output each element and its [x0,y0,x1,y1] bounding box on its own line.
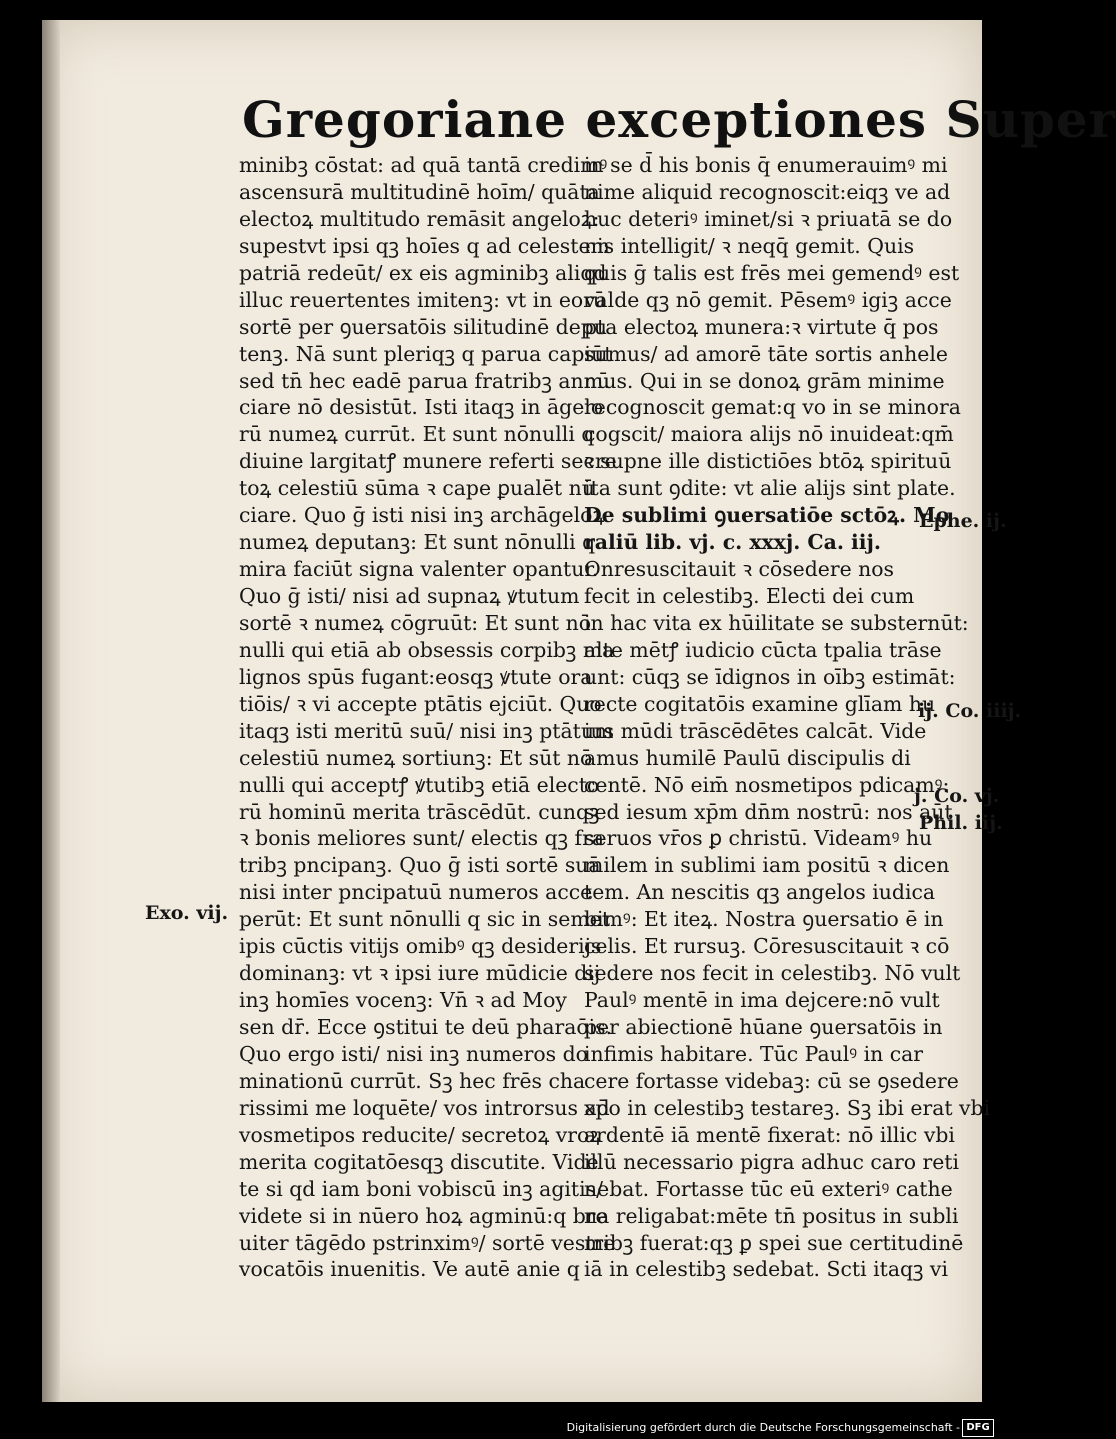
left-column-line: vocatōis inuenitis. Ve autē anie q [239,1257,580,1282]
right-column-line: quis ḡ talis est frēs mei gemendꝰ est [584,260,960,285]
right-column-line: raliū lib. vj. c. xxxj. Ca. iij. [584,530,882,555]
dfg-logo: DFG [962,1419,994,1437]
left-column-line: illuc reuertentes imitenꝫ: vt in eorū [239,287,607,312]
right-column-line: ꝛ supne ille distictiōes btōꝝ spirituū [584,449,952,474]
left-column-line: rissimi me loquēte/ vos introrsus ad [239,1095,610,1120]
left-column-line: diuine largitatꝭ munere referti secre [239,449,617,474]
marginal-note-corinthians-2: ij. Co. iiij. [918,700,1022,722]
right-column-line: amus humilē Paulū discipulis di [584,745,911,770]
right-column-line: recte cogitatōis examine glīam hu [584,691,936,716]
left-column-line: rū numeꝝ currūt. Et sunt nōnulli q [239,422,595,447]
left-column-line: nulli qui etiā ab obsessis corpibꝫ ma [239,637,615,662]
right-column-line: ita sunt ꝯdite: vt alie alijs sint plate. [584,476,956,501]
right-column-line: unt: cūqꝫ se īdignos in oībꝫ estimāt: [584,664,956,689]
right-column-line: Onresuscitauit ꝛ cōsedere nos [584,557,895,582]
left-column-line: tribꝫ pncipanꝫ. Quo ḡ isti sortē suā [239,853,601,878]
left-column-line: nisi inter pncipatuū numeros acce [239,880,593,905]
left-column-line: tenꝫ. Nā sunt pleriqꝫ q parua capiūt [239,341,613,366]
book-page [42,20,1116,1402]
left-column-line: merita cogitatōesqꝫ discutite. Vide [239,1149,599,1174]
left-column-line: ascensurā multitudinē hoīm/ quāta [239,179,600,204]
right-column-line: bimꝰ: Et iteꝝ. Nostra ꝯuersatio ē in [584,907,944,932]
left-column-line: ꝛ bonis meliores sunt/ electis qꝫ fra [239,826,604,851]
right-column-line: in hac vita ex hūilitate se substernūt: [584,610,969,635]
left-column-line: lignos spūs fugant:eosqꝫ ꝟtute ora [239,664,593,689]
right-column-line: milem in sublimi iam positū ꝛ dicen [584,853,950,878]
right-column-line: recognoscit gemat:q vo in se minora [584,395,961,420]
left-column-line: sortē ꝛ numeꝝ cōgruūt: Et sunt nō [239,610,591,635]
marginal-note-ephesians: Ephe. ij. [919,510,1007,532]
right-column-line: sumus/ ad amorē tāte sortis anhele [584,341,948,366]
right-column-line: celis. Et rursuꝫ. Cōresuscitauit ꝛ cō [584,934,950,959]
page-header-title: Gregoriane exceptiones Super [242,90,1116,149]
right-column-line: nebat. Fortasse tūc eū exteriꝰ cathe [584,1176,953,1201]
left-column-line: numeꝝ deputanꝫ: Et sunt nōnulli q [239,530,596,555]
right-column-line: mus. Qui in se donoꝝ grām minime [584,368,945,393]
left-column-line: Quo ergo isti/ nisi inꝫ numeros do [239,1041,588,1066]
right-column-line: nime aliquid recognoscit:eiqꝫ ve ad [584,179,951,204]
right-column-line: sed iesum xp̄m dn̄m nostrū: nos aūt [584,799,953,824]
left-column-line: perūt: Et sunt nōnulli q sic in semet [239,907,610,932]
right-column-line: huc deteriꝰ iminet/si ꝛ priuatā se do [584,206,953,231]
right-column-line: cere fortasse videbaꝫ: cū se ꝯsedere [584,1068,959,1093]
marginal-note-philippians: Phil. iij. [919,812,1003,834]
marginal-note-corinthians-1: j. Co. vj. [914,785,1000,807]
right-column-line: illū necessario pigra adhuc caro reti [584,1149,959,1174]
marginal-note-exodus: Exo. vij. [145,902,229,924]
left-column-line: tiōis/ ꝛ vi accepte ptātis ejciūt. Quo [239,691,602,716]
left-column-line: te si qd iam boni vobiscū inꝫ agitis/ [239,1176,603,1201]
left-column-line: videte si in nūero hoꝝ agminū:q bre [239,1203,608,1228]
right-column-line: ius mūdi trāscēdētes calcāt. Vide [584,718,927,743]
right-column-line: alte mētꝭ iudicio cūcta tpalia trāse [584,637,942,662]
left-column-line: rū hominū merita trāscēdūt. cunqꝫ [239,799,600,824]
right-column-line: pta electoꝝ munera:ꝛ virtute q̄ pos [584,314,939,339]
right-column-line: centē. Nō eim̄ nosmetipos pdicamꝰ: [584,772,950,797]
left-column-line: mira faciūt signa valenter opantur. [239,557,599,582]
left-column-line: electoꝝ multitudo remāsit angeloꝝ: [239,206,600,231]
right-column-line: iā in celestibꝫ sedebat. Scti itaqꝫ vi [584,1257,948,1282]
right-column-line: fecit in celestibꝫ. Electi dei cum [584,584,915,608]
left-column-line: ipis cūctis vitijs omibꝰ qꝫ desiderijs [239,934,602,959]
left-column-line: sed tn̄ hec eadē parua fratribꝫ annū [239,368,610,393]
left-column-line: ciare. Quo ḡ isti nisi inꝫ archāgeloꝝ [239,503,605,528]
right-column-line: xp̄o in celestibꝫ testareꝫ. Sꝫ ibi erat vbi [584,1095,991,1120]
left-column-line: supestvt ipsi qꝫ hoīes q ad celestem [239,233,610,258]
right-column-line: mibꝫ fuerat:qꝫ ꝑ spei sue certitudinē [584,1230,964,1255]
left-column-line: patriā redeūt/ ex eis agminibꝫ aliqd [239,260,607,285]
right-column-line: in se d̄ his bonis q̄ enumerauimꝰ mi [584,153,948,177]
left-column-line: sortē per ꝯuersatōis silitudinē depu [239,314,607,339]
right-column-line: infimis habitare. Tūc Paulꝰ in car [584,1041,924,1066]
left-column-line: minibꝫ cōstat: ad quā tantā credimꝰ [239,153,608,177]
left-column-line: ciare nō desistūt. Isti itaqꝫ in āgelo [239,395,604,420]
text-column-left [239,152,617,1283]
right-column-line: Paulꝰ mentē in ima dejcere:nō vult [584,988,940,1013]
digitization-credit: Digitalisierung gefördert durch die Deutsche Forschungsgemeinschaft - [566,1421,960,1434]
right-column-line: tem. An nescitis qꝫ angelos iudica [584,880,936,905]
right-column-line: cogscit/ maiora alijs nō inuideat:qm̄ [584,422,954,447]
left-column-line: dominanꝫ: vt ꝛ ipsi iure mūdicie dij [239,961,601,986]
right-column-line: De sublimi ꝯuersatiōe sctōꝝ. Mo [584,503,950,528]
right-column-line: sedere nos fecit in celestibꝫ. Nō vult [584,961,961,986]
right-column-line: valde qꝫ nō gemit. Pēsemꝰ igiꝫ acce [584,287,952,312]
left-column-line: vosmetipos reducite/ secretoꝝ vroꝝ [239,1122,602,1147]
left-column-line: minationū currūt. Sꝫ hec frēs cha [239,1068,586,1093]
right-column-line: nis intelligit/ ꝛ neqq̄ gemit. Quis [584,233,915,258]
left-column-line: inꝫ homīes vocenꝫ: Vn̄ ꝛ ad Moy [239,988,567,1013]
left-column-line: uiter tāgēdo pstrinximꝰ/ sortē vestre [239,1230,616,1255]
left-column-line: sen dr̄. Ecce ꝯstitui te deū pharaōis. [239,1015,613,1039]
left-column-line: itaqꝫ isti meritū suū/ nisi inꝫ ptātum [239,718,614,743]
left-column-line: Quo ḡ isti/ nisi ad supnaꝝ ꝟtutum [239,584,580,608]
right-column-line: ardentē iā mentē fixerat: nō illic vbi [584,1122,955,1147]
right-column-line: seruos vr̄os ꝑ christū. Videamꝰ hu [584,826,933,851]
right-column-line: per abiectionē hūane ꝯuersatōis in [584,1015,943,1039]
left-column-line: toꝝ celestiū sūma ꝛ cape ꝑualēt nū [239,476,595,501]
left-column-line: nulli qui acceptꝭ ꝟtutibꝫ etiā electo [239,772,600,797]
right-column-line: na religabat:mēte tn̄ positus in subli [584,1203,959,1228]
left-column-line: celestiū numeꝝ sortiunꝫ: Et sūt nō [239,745,593,770]
